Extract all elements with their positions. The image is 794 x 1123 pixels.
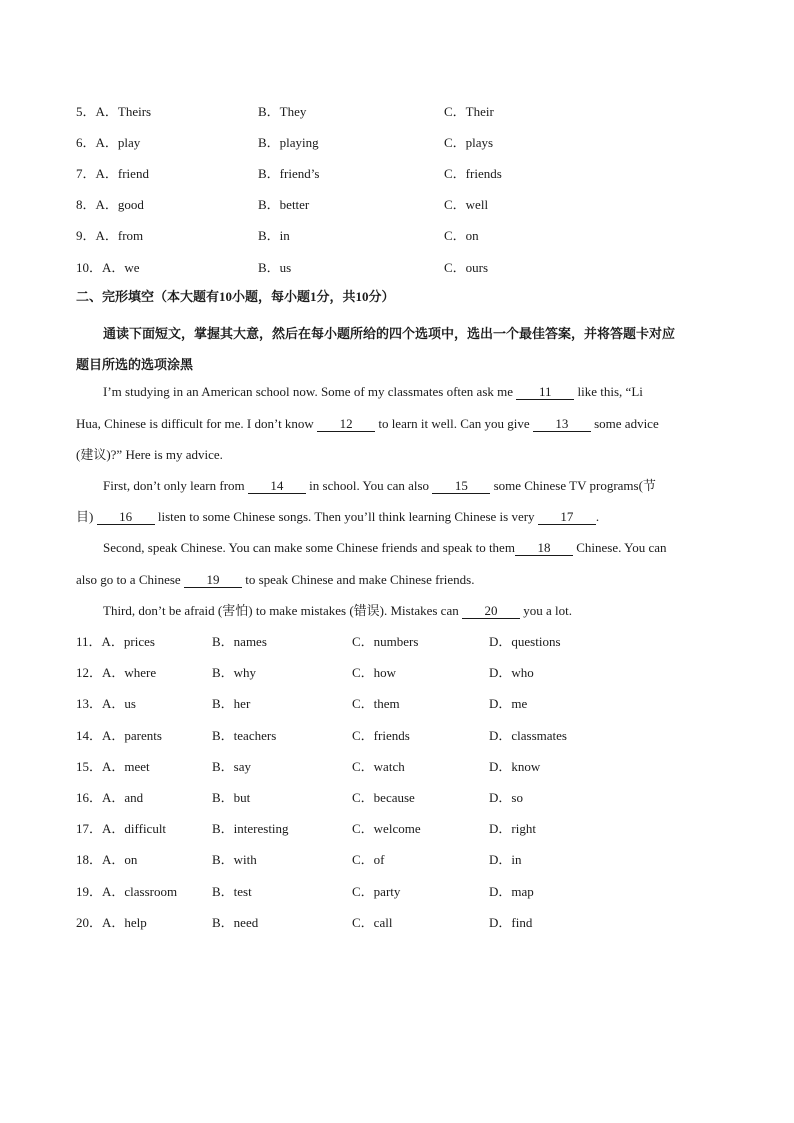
option-b: B．They bbox=[258, 104, 307, 119]
question-number-option-a: 9．A．from bbox=[76, 228, 144, 243]
option-b: B．us bbox=[258, 260, 292, 275]
question-number-option-a: 10．A．we bbox=[76, 260, 140, 275]
section-heading: 二、完形填空（本大题有10小题，每小题1分，共10分） bbox=[76, 289, 395, 304]
option-b: B．with bbox=[212, 852, 257, 867]
option-d: D．right bbox=[489, 821, 536, 836]
passage-line: Hua, Chinese is difficult for me. I don’t know 12 to learn it well. Can you give 13 some advice bbox=[76, 416, 659, 431]
option-b: B．playing bbox=[258, 135, 319, 150]
blank-15: 15 bbox=[432, 478, 490, 494]
option-c: C．friends bbox=[444, 166, 502, 181]
passage-line: First, don’t only learn from 14 in school. You can also 15 some Chinese TV programs(节 bbox=[103, 478, 656, 493]
option-c: C．because bbox=[352, 790, 415, 805]
question-number-option-a: 5．A．Theirs bbox=[76, 104, 152, 119]
option-c: C．how bbox=[352, 665, 397, 680]
section-instructions bbox=[76, 318, 717, 380]
option-b: B．test bbox=[212, 884, 252, 899]
option-b: B．names bbox=[212, 634, 267, 649]
question-number-option-a: 15．A．meet bbox=[76, 759, 150, 774]
option-c: C．welcome bbox=[352, 821, 421, 836]
question-number-option-a: 16．A．and bbox=[76, 790, 144, 805]
option-d: D．who bbox=[489, 665, 534, 680]
blank-17: 17 bbox=[538, 509, 596, 525]
question-number-option-a: 12．A．where bbox=[76, 665, 157, 680]
question-number-option-a: 8．A．good bbox=[76, 197, 144, 212]
blank-18: 18 bbox=[515, 540, 573, 556]
option-c: C．on bbox=[444, 228, 479, 243]
option-c: C．Their bbox=[444, 104, 494, 119]
option-b: B．interesting bbox=[212, 821, 289, 836]
option-c: C．friends bbox=[352, 728, 410, 743]
question-number-option-a: 6．A．play bbox=[76, 135, 141, 150]
option-c: C．them bbox=[352, 696, 400, 711]
blank-20: 20 bbox=[462, 603, 520, 619]
option-b: B．but bbox=[212, 790, 251, 805]
blank-12: 12 bbox=[317, 416, 375, 432]
option-b: B．friend’s bbox=[258, 166, 320, 181]
option-c: C．well bbox=[444, 197, 489, 212]
option-b: B．need bbox=[212, 915, 259, 930]
blank-11: 11 bbox=[516, 384, 574, 400]
question-number-option-a: 13．A．us bbox=[76, 696, 136, 711]
question-number-option-a: 18．A．on bbox=[76, 852, 138, 867]
blank-14: 14 bbox=[248, 478, 306, 494]
option-c: C．party bbox=[352, 884, 401, 899]
passage-line: also go to a Chinese 19 to speak Chinese and make Chinese friends. bbox=[76, 572, 475, 587]
option-d: D．classmates bbox=[489, 728, 567, 743]
option-d: D．in bbox=[489, 852, 522, 867]
question-number-option-a: 11．A．prices bbox=[76, 634, 155, 649]
option-b: B．say bbox=[212, 759, 252, 774]
instruction-line: 通读下面短文，掌握其大意，然后在每小题所给的四个选项中，选出一个最佳答案，并将答题卡对应 bbox=[103, 326, 676, 341]
blank-16: 16 bbox=[97, 509, 155, 525]
option-c: C．ours bbox=[444, 260, 489, 275]
option-d: D．so bbox=[489, 790, 523, 805]
option-c: C．of bbox=[352, 852, 385, 867]
passage-line: I’m studying in an American school now. Some of my classmates often ask me 11 like this, “Li bbox=[103, 384, 643, 399]
question-number-option-a: 20．A．help bbox=[76, 915, 147, 930]
option-d: D．know bbox=[489, 759, 541, 774]
passage-line: 目) 16 listen to some Chinese songs. Then you’ll think learning Chinese is very 17 . bbox=[76, 509, 600, 524]
option-c: C．numbers bbox=[352, 634, 419, 649]
passage-line: Third, don’t be afraid (害怕) to make mistakes (错误). Mistakes can 20 you a lot. bbox=[103, 603, 572, 618]
option-b: B．in bbox=[258, 228, 290, 243]
option-c: C．call bbox=[352, 915, 393, 930]
option-b: B．better bbox=[258, 197, 310, 212]
option-d: D．find bbox=[489, 915, 533, 930]
question-number-option-a: 14．A．parents bbox=[76, 728, 162, 743]
option-b: B．teachers bbox=[212, 728, 277, 743]
passage-line: (建议)?” Here is my advice. bbox=[76, 447, 223, 462]
instruction-line: 题目所选的选项涂黑 bbox=[76, 357, 194, 372]
blank-19: 19 bbox=[184, 572, 242, 588]
option-d: D．map bbox=[489, 884, 534, 899]
option-b: B．her bbox=[212, 696, 251, 711]
blank-13: 13 bbox=[533, 416, 591, 432]
passage-line: Second, speak Chinese. You can make some Chinese friends and speak to them 18 Chinese. You can bbox=[103, 540, 667, 555]
option-c: C．plays bbox=[444, 135, 494, 150]
question-number-option-a: 7．A．friend bbox=[76, 166, 149, 181]
option-b: B．why bbox=[212, 665, 257, 680]
option-d: D．questions bbox=[489, 634, 561, 649]
question-number-option-a: 17．A．difficult bbox=[76, 821, 167, 836]
question-number-option-a: 19．A．classroom bbox=[76, 884, 178, 899]
option-c: C．watch bbox=[352, 759, 405, 774]
option-d: D．me bbox=[489, 696, 528, 711]
